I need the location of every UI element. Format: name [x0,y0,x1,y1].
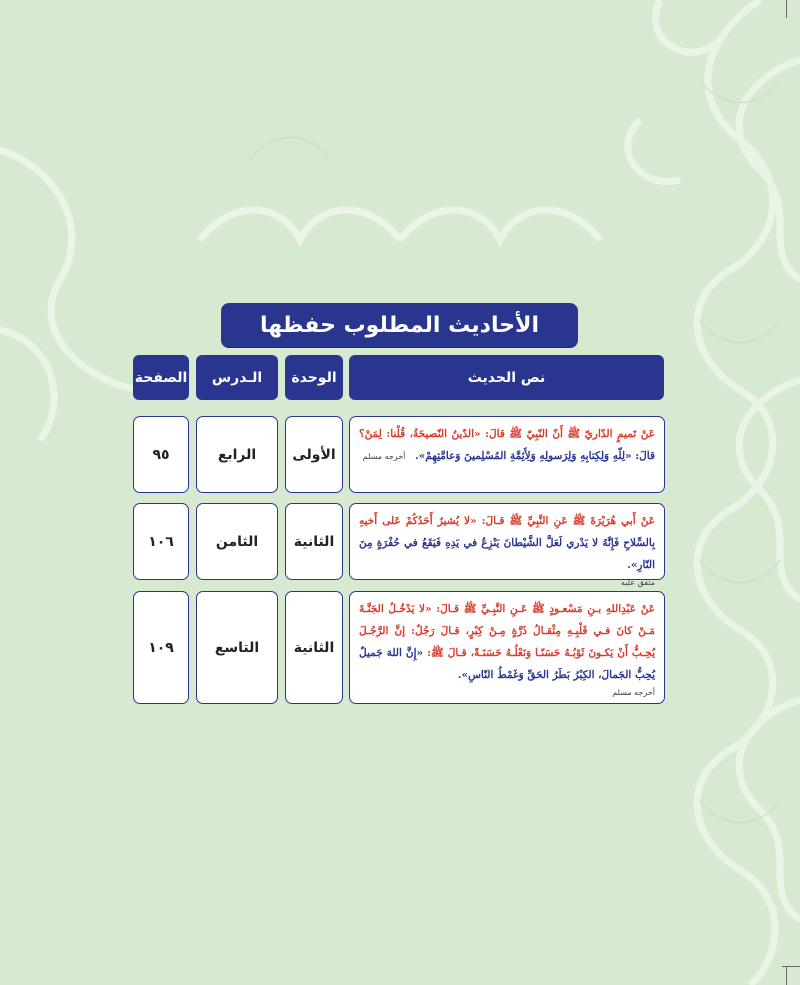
hadith-source: أخرجه مسلم [362,452,406,461]
page-cell: ١٠٩ [133,591,189,704]
hadith-text-red: عَنْ أَبي هُرَيْرَةَ ﷺ عَنِ النَّبِيِّ ﷺ قـالَ: «لا يُشيرُ أَحَدُكُمْ عَلى أَخيهِ [359,515,655,527]
crop-mark [786,967,787,985]
header-unit: الوحدة [285,355,343,400]
header-page: الصفحة [133,355,189,400]
hadith-cell [349,416,665,493]
lesson-cell: الرابع [196,416,278,493]
hadith-source: أخرجه مسلم [612,688,655,697]
hadith-text-blue: قالَ: «لِلّهِ وَلِكِتابِهِ وَلِرَسولِهِ وَلِأَئِمَّةِ المُسْلِمينَ وَعامَّتِهِمْ». [415,450,655,462]
page-title: الأحاديث المطلوب حفظها [221,303,578,347]
hadith-source: متفق عليه [620,578,655,587]
hadith-text-red: عَنْ تَميمٍ الدّاريّ ﷺ أَنّ النّبِيّ ﷺ قالَ: «الدّينُ النّصيحَةُ، قُلْنا: لِمَنْ؟ [359,428,655,440]
header-text: نص الحديث [349,355,664,400]
header-lesson: الـدرس [196,355,278,400]
page-cell: ٩٥ [133,416,189,493]
lesson-cell: الثامن [196,503,278,580]
page-cell: ١٠٦ [133,503,189,580]
hadith-text-blue: بِالسِّلاحِ فَإِنَّهُ لا يَدْري لَعَلَّ الشَّيْطانَ يَنْزِعُ في يَدِهِ فَيَقَعُ في حُفْرَةٍ مِنَ النّارِ». [359,537,655,571]
unit-cell: الثانية [285,591,343,704]
hadith-text-red: عَنْ عَبْدِاللهِ بـنِ مَسْعـودٍ ﷺ عَـنِ النَّبِـيِّ ﷺ قـالَ: «لا يَدْخُـلُ الجَنَّـةَ مَـنْ كانَ فـي قَلْبِـهِ مِثْقـالُ ذَرَّةٍ مِـنْ كِبْرٍ، قـالَ رَجُلٌ: إنَّ الرَّجُـلَ يُحِـبُّ أَنْ يَكـونَ ثَوْبُـهُ حَسَنًـا وَنَعْلُـهُ حَسَنَـةً، قـالَ ﷺ: [359,603,656,659]
lesson-cell: التاسع [196,591,278,704]
hadith-cell [349,591,665,704]
crop-mark [786,0,787,18]
unit-cell: الأولى [285,416,343,493]
unit-cell: الثانية [285,503,343,580]
hadith-cell [349,503,665,587]
hadith-text-blue: «إِنَّ اللهَ جَميلٌ يُحِبُّ الجَمالَ، الكِبْرُ بَطَرُ الحَقِّ وَغَمْطُ النّاسِ». [359,647,655,681]
crop-mark [782,966,800,967]
